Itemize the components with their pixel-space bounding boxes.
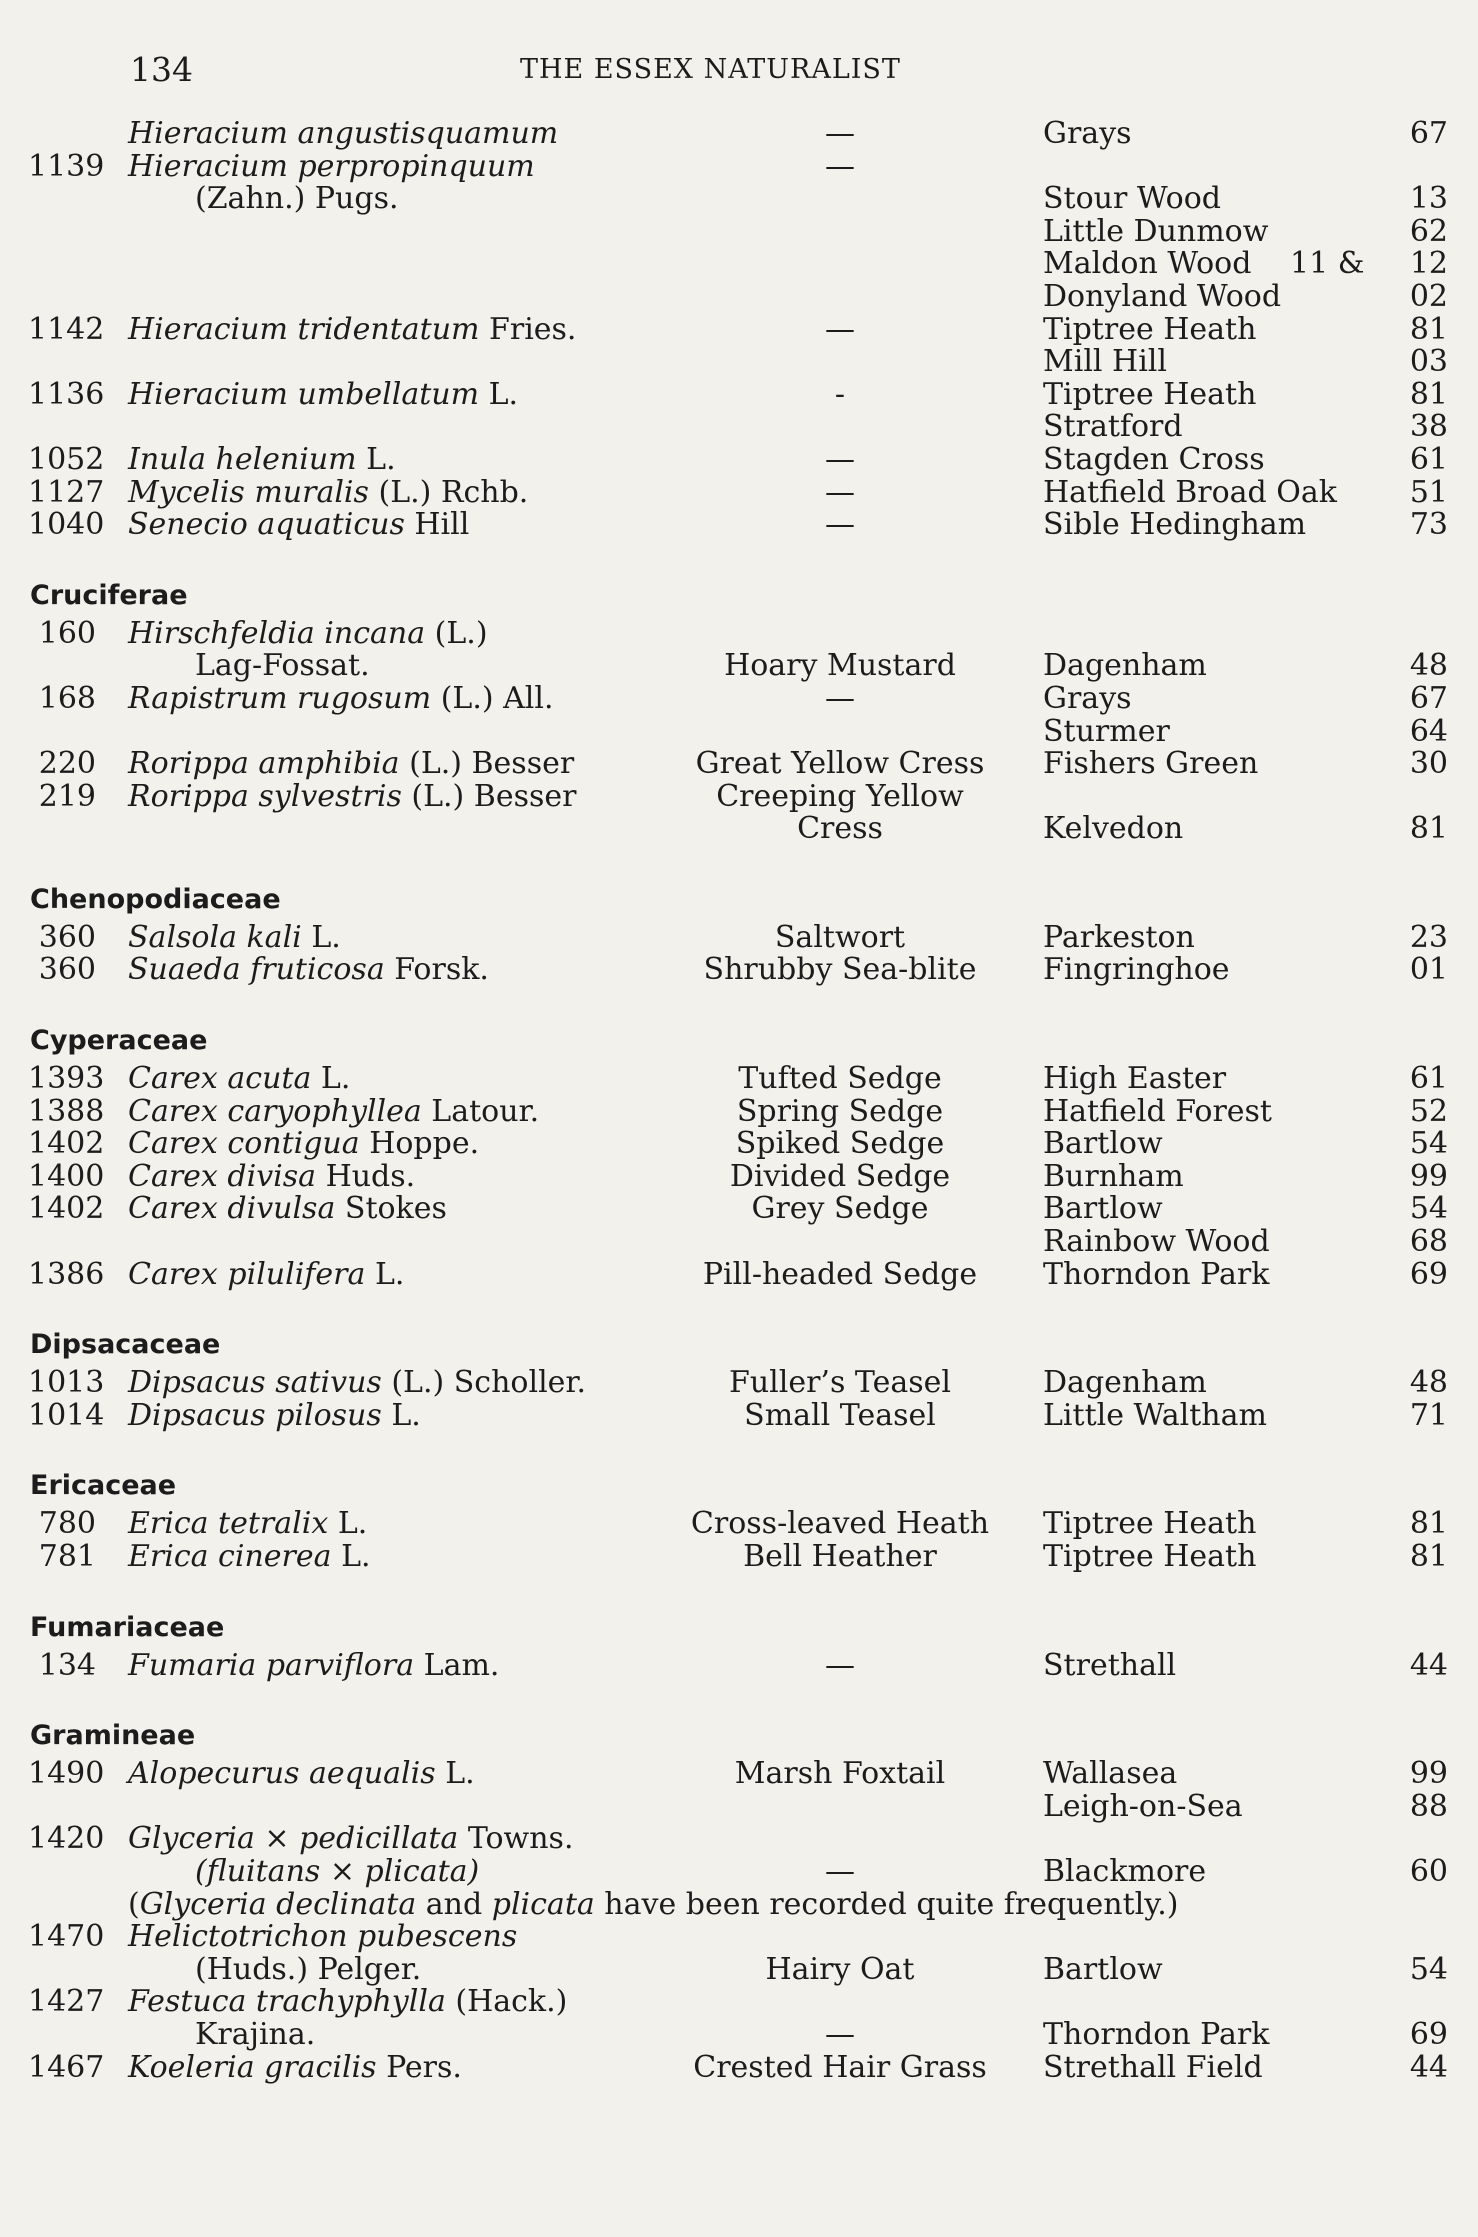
common-name: Tufted Sedge: [738, 1061, 942, 1097]
grid-square: 54: [1409, 1191, 1448, 1227]
species-name: [128, 2049, 462, 2085]
species-authority: Fries.: [489, 311, 577, 347]
locality: Grays: [1043, 680, 1132, 716]
table-row: [0, 813, 1478, 846]
table-row: [0, 778, 1478, 814]
species-name: [128, 1758, 475, 1791]
table-row: [0, 1823, 1478, 1856]
locality: Thorndon Park: [1043, 1256, 1270, 1292]
common-name: —: [825, 2016, 855, 2052]
record-number: 360: [38, 919, 96, 955]
common-name: —: [825, 474, 855, 510]
table-row: [0, 1921, 1478, 1954]
species-authority: (L.): [434, 615, 488, 651]
record-number: 220: [38, 746, 96, 782]
species-authority: Lag-Fossat.: [195, 648, 370, 684]
table-row: [0, 919, 1478, 955]
common-name: Cress: [797, 811, 883, 847]
species-authority: L.: [320, 1061, 351, 1097]
species-name: [128, 748, 574, 781]
table-row: [0, 1986, 1478, 2019]
species-authority: (L.) Scholler.: [391, 1365, 587, 1401]
table-row: [0, 1158, 1478, 1194]
locality: Fishers Green: [1043, 746, 1259, 782]
species-binomial: Fumaria parviflora: [128, 1647, 415, 1683]
grid-square: 03: [1409, 344, 1448, 380]
locality: Bartlow: [1043, 1191, 1163, 1227]
record-number: 219: [38, 778, 96, 814]
record-number: 1402: [28, 1191, 105, 1227]
record-number: 1402: [28, 1126, 105, 1162]
table-row: [0, 411, 1478, 444]
species-name: [195, 1853, 480, 1889]
family-name: Dipsacaceae: [30, 1329, 221, 1361]
species-list: [0, 118, 1478, 2084]
table-row: [0, 713, 1478, 749]
species-binomial: Koeleria gracilis: [128, 2049, 377, 2085]
locality: Grays: [1043, 116, 1132, 151]
family-name: Chenopodiaceae: [30, 883, 281, 915]
common-name: —: [825, 1853, 855, 1889]
record-number: 781: [38, 1539, 96, 1574]
grid-square: 61: [1409, 441, 1448, 477]
note-italic: plicata: [491, 1886, 595, 1922]
species-name: [195, 650, 370, 683]
record-number: 1400: [28, 1158, 105, 1194]
species-name: [128, 1823, 574, 1856]
common-name: Creeping Yellow: [716, 778, 964, 814]
family-heading-row: [0, 846, 1478, 922]
common-name: Pill-headed Sedge: [702, 1256, 978, 1292]
common-name: Shrubby Sea-blite: [703, 952, 977, 988]
locality: Leigh-on-Sea: [1043, 1788, 1243, 1824]
locality: Little Dunmow: [1043, 213, 1269, 249]
locality: Tiptree Heath: [1043, 1539, 1257, 1574]
family-heading-row: [0, 1682, 1478, 1758]
species-authority: L.: [488, 376, 519, 412]
common-name: Spiked Sedge: [735, 1126, 945, 1162]
common-name: Fuller’s Teasel: [729, 1365, 951, 1401]
record-number: 1386: [28, 1256, 105, 1292]
species-binomial: Glyceria × pedicillata: [128, 1821, 459, 1857]
species-name: [128, 1647, 500, 1683]
family-heading-row: [0, 542, 1478, 618]
locality: Mill Hill: [1043, 344, 1167, 380]
grid-square: 73: [1409, 507, 1448, 543]
table-row: [0, 1647, 1478, 1683]
record-number: 160: [38, 615, 96, 651]
record-number: 1052: [28, 441, 105, 477]
species-name: [128, 778, 577, 814]
record-number: 1136: [28, 376, 105, 412]
locality: Tiptree Heath: [1043, 376, 1257, 412]
family-name: Fumariaceae: [30, 1611, 225, 1643]
family-name: Cyperaceae: [30, 1025, 208, 1057]
locality: Sturmer: [1043, 713, 1170, 749]
species-authority: L.: [337, 1506, 368, 1542]
species-binomial: Hieracium tridentatum: [128, 311, 480, 347]
grid-square: 52: [1409, 1093, 1448, 1129]
species-name: [128, 615, 488, 651]
table-row: [0, 1541, 1478, 1574]
species-authority: L.: [445, 1756, 475, 1792]
species-name: [128, 1193, 447, 1226]
species-name: [128, 376, 519, 412]
species-authority: Krajina.: [195, 2016, 316, 2052]
record-number: 1040: [28, 507, 105, 543]
grid-square: 64: [1409, 713, 1448, 749]
species-binomial: Erica cinerea: [128, 1539, 332, 1574]
species-binomial: Dipsacus sativus: [128, 1365, 382, 1401]
table-row: [0, 509, 1478, 542]
grid-square: 67: [1409, 680, 1448, 716]
grid-square: 88: [1409, 1788, 1448, 1824]
note-text: (Glyceria declinata and plicata have been recorded quite frequently.): [128, 1886, 1179, 1922]
grid-square: 69: [1409, 2016, 1448, 2052]
species-binomial: Salsola kali: [128, 919, 302, 955]
species-name: [128, 1128, 479, 1161]
species-binomial: Carex divulsa: [128, 1191, 336, 1227]
common-name: Crested Hair Grass: [693, 2049, 987, 2085]
locality: Tiptree Heath: [1043, 1506, 1257, 1542]
locality: Strethall: [1043, 1647, 1177, 1683]
record-number: 1467: [28, 2049, 105, 2085]
record-number: 1393: [28, 1061, 105, 1097]
common-name: Small Teasel: [744, 1397, 936, 1433]
species-name: [195, 2016, 316, 2052]
locality: High Easter: [1043, 1061, 1227, 1097]
species-binomial: Carex contigua: [128, 1126, 360, 1162]
species-binomial: Inula helenium: [128, 441, 357, 477]
species-name: [128, 1256, 405, 1292]
species-binomial: Suaeda fruticosa: [128, 952, 385, 988]
species-binomial: Rorippa amphibia: [128, 746, 400, 782]
table-row: [0, 650, 1478, 683]
grid-square: 23: [1409, 919, 1448, 955]
table-row: [0, 748, 1478, 781]
locality: Dagenham: [1043, 1365, 1207, 1401]
species-name: [128, 474, 529, 510]
family-heading-row: [0, 1432, 1478, 1508]
species-authority: Stokes: [344, 1191, 447, 1227]
species-name: [128, 1921, 517, 1954]
common-name: Grey Sedge: [751, 1191, 929, 1227]
locality: Dagenham: [1043, 648, 1207, 684]
family-name: Gramineae: [30, 1720, 196, 1752]
family-name: Ericaceae: [30, 1470, 177, 1502]
family-name: Cruciferae: [30, 579, 188, 611]
species-authority: Lam.: [423, 1647, 500, 1683]
locality: Parkeston: [1043, 919, 1195, 955]
species-authority: Pers.: [386, 2049, 462, 2085]
species-authority: Huds.: [325, 1158, 416, 1194]
species-binomial: (fluitans × plicata): [195, 1853, 480, 1889]
species-binomial: Rorippa sylvestris: [128, 778, 402, 814]
record-number: 1470: [28, 1919, 105, 1955]
species-authority: (L.) All.: [440, 680, 554, 716]
record-number: 1490: [28, 1756, 105, 1792]
locality: Little Waltham: [1043, 1397, 1267, 1433]
grid-square: 54: [1409, 1126, 1448, 1162]
grid-square: 61: [1409, 1061, 1448, 1097]
common-name: Bell Heather: [743, 1539, 937, 1574]
species-authority: Latour.: [431, 1093, 540, 1129]
common-name: —: [825, 148, 855, 184]
species-binomial: Dipsacus pilosus: [128, 1397, 382, 1433]
species-binomial: Carex divisa: [128, 1158, 317, 1194]
species-name: [128, 1986, 567, 2019]
table-row: [0, 148, 1478, 184]
table-row: [0, 2016, 1478, 2052]
table-row: [0, 1093, 1478, 1129]
grid-square: 81: [1409, 811, 1448, 847]
table-row: [0, 1951, 1478, 1987]
record-number: 1014: [28, 1397, 105, 1433]
species-name: [128, 118, 558, 151]
species-authority: Hoppe.: [369, 1126, 480, 1162]
species-binomial: Helictotrichon pubescens: [128, 1919, 518, 1955]
table-row: [0, 118, 1478, 151]
note-italic: Glyceria declinata: [139, 1886, 417, 1922]
table-row: [0, 1256, 1478, 1292]
table-row: [0, 1193, 1478, 1226]
table-row: [0, 1226, 1478, 1259]
grid-square: 99: [1409, 1756, 1448, 1792]
common-name: Saltwort: [774, 919, 906, 955]
common-name: —: [825, 680, 855, 716]
species-name: [128, 1541, 371, 1574]
species-authority: L.: [366, 441, 396, 477]
table-row: [0, 1788, 1478, 1824]
species-binomial: Mycelis muralis: [128, 474, 369, 510]
species-authority: Forsk.: [394, 952, 489, 988]
common-name: Hoary Mustard: [724, 648, 956, 684]
locality: Fingringhoe: [1043, 952, 1230, 988]
species-binomial: Senecio aquaticus: [128, 507, 405, 543]
species-name: [128, 1063, 350, 1096]
species-authority: (Hack.): [455, 1984, 568, 2020]
table-row: [0, 441, 1478, 477]
record-number: 780: [38, 1506, 96, 1542]
species-binomial: Erica tetralix: [128, 1506, 329, 1542]
note-row: [0, 1886, 1478, 1922]
grid-square: 44: [1409, 2049, 1448, 2085]
record-number: 1420: [28, 1821, 105, 1857]
table-row: [0, 615, 1478, 651]
table-row: [0, 1367, 1478, 1400]
common-name: Divided Sedge: [729, 1158, 951, 1194]
species-authority: (L.) Rchb.: [378, 474, 529, 510]
species-name: [128, 1158, 416, 1194]
grid-square: 44: [1409, 1647, 1448, 1683]
page-header: [130, 50, 1440, 90]
species-binomial: Rapistrum rugosum: [128, 680, 432, 716]
record-number: 1427: [28, 1984, 105, 2020]
grid-square: 81: [1409, 311, 1448, 347]
locality: Strethall Field: [1043, 2049, 1263, 2085]
family-heading-row: [0, 1574, 1478, 1650]
grid-square: 38: [1409, 409, 1448, 445]
species-name: [128, 680, 554, 716]
table-row: [0, 1063, 1478, 1096]
common-name: —: [825, 1647, 855, 1683]
species-authority: (L.) Besser: [411, 778, 577, 814]
grid-square: 62: [1409, 213, 1448, 249]
locality: Rainbow Wood: [1043, 1224, 1270, 1260]
locality: Sible Hedingham: [1043, 507, 1307, 543]
grid-square: 12: [1409, 246, 1448, 282]
species-name: [195, 1951, 422, 1987]
species-binomial: Alopecurus aequalis: [128, 1756, 436, 1792]
species-name: [128, 954, 489, 987]
species-authority: L.: [374, 1256, 405, 1292]
species-binomial: Carex pilulifera: [128, 1256, 366, 1292]
species-authority: (Huds.) Pelger.: [195, 1951, 422, 1987]
table-row: [0, 954, 1478, 987]
locality: Bartlow: [1043, 1951, 1163, 1987]
record-number: 1139: [28, 148, 105, 184]
record-number: 1142: [28, 311, 105, 347]
locality: Thorndon Park: [1043, 2016, 1270, 2052]
locality: Stour Wood: [1043, 181, 1221, 217]
grid-square: 81: [1409, 1539, 1448, 1574]
table-row: [0, 248, 1478, 281]
grid-square: 02: [1409, 278, 1448, 314]
grid-square: 68: [1409, 1224, 1448, 1260]
locality: Stratford: [1043, 409, 1183, 445]
species-name: [128, 441, 396, 477]
grid-square: 81: [1409, 1506, 1448, 1542]
running-title: THE ESSEX NATURALIST: [520, 54, 901, 85]
species-name: [128, 1093, 540, 1129]
common-name: Hairy Oat: [765, 1951, 915, 1987]
locality: Wallasea: [1043, 1756, 1178, 1792]
record-number: 134: [38, 1647, 96, 1683]
species-binomial: Festuca trachyphylla: [128, 1984, 446, 2020]
common-name: Great Yellow Cress: [695, 746, 985, 782]
table-row: [0, 1853, 1478, 1889]
species-authority: Hill: [414, 507, 470, 543]
species-binomial: Hieracium umbellatum: [128, 376, 480, 412]
locality: Blackmore: [1043, 1853, 1207, 1889]
record-number: 1013: [28, 1365, 105, 1401]
record-number: 360: [38, 952, 96, 988]
species-name: [128, 311, 577, 347]
species-name: [128, 1508, 367, 1541]
locality: Stagden Cross: [1043, 441, 1265, 477]
species-name: [128, 509, 469, 542]
table-row: [0, 213, 1478, 249]
grid-square: 60: [1409, 1853, 1448, 1889]
common-name: —: [825, 441, 855, 477]
grid-square: 01: [1409, 952, 1448, 988]
record-number: 1127: [28, 474, 105, 510]
locality: Hatfield Broad Oak: [1043, 474, 1337, 510]
table-row: [0, 1508, 1478, 1541]
species-binomial: Carex caryophyllea: [128, 1093, 422, 1129]
table-row: [0, 1128, 1478, 1161]
grid-square: 67: [1409, 116, 1448, 151]
grid-square: 54: [1409, 1951, 1448, 1987]
grid-square: 13: [1409, 181, 1448, 217]
species-name: [128, 919, 341, 955]
common-name: Cross-leaved Heath: [690, 1506, 990, 1542]
species-binomial: Hieracium angustisquamum: [128, 116, 559, 151]
species-binomial: Hirschfeldia incana: [128, 615, 426, 651]
species-binomial: Hieracium perpropinquum: [128, 148, 535, 184]
locality: Bartlow: [1043, 1126, 1163, 1162]
species-authority: (L.) Besser: [409, 746, 575, 782]
species-name: [128, 148, 535, 184]
grid-square: 81: [1409, 376, 1448, 412]
species-authority: L.: [341, 1539, 371, 1574]
species-name: [195, 183, 399, 216]
grid-square-extra: 11 &: [1290, 246, 1365, 282]
common-name: —: [825, 507, 855, 543]
common-name: —: [825, 311, 855, 347]
table-row: [0, 346, 1478, 379]
species-name: [128, 1367, 586, 1400]
grid-square: 99: [1409, 1158, 1448, 1194]
table-row: [0, 376, 1478, 412]
family-heading-row: [0, 987, 1478, 1063]
species-authority: (Zahn.) Pugs.: [195, 181, 399, 217]
common-name: Spring Sedge: [736, 1093, 944, 1129]
table-row: [0, 680, 1478, 716]
common-name: -: [834, 376, 846, 412]
species-binomial: Carex acuta: [128, 1061, 312, 1097]
common-name: Marsh Foxtail: [734, 1756, 946, 1792]
table-row: [0, 311, 1478, 347]
grid-square: 30: [1409, 746, 1448, 782]
grid-square: 48: [1409, 648, 1448, 684]
grid-square: 51: [1409, 474, 1448, 510]
table-row: [0, 183, 1478, 216]
species-authority: L.: [311, 919, 341, 955]
grid-square: 48: [1409, 1365, 1448, 1401]
table-row: [0, 474, 1478, 510]
common-name: —: [825, 116, 855, 151]
locality: Burnham: [1043, 1158, 1184, 1194]
record-number: 1388: [28, 1093, 105, 1129]
table-row: [0, 278, 1478, 314]
species-authority: L.: [391, 1397, 421, 1433]
grid-square: 69: [1409, 1256, 1448, 1292]
family-heading-row: [0, 1291, 1478, 1367]
locality: Hatfield Forest: [1043, 1093, 1272, 1129]
page-number: 134: [130, 50, 193, 89]
locality: Donyland Wood: [1043, 278, 1282, 314]
locality: Kelvedon: [1043, 811, 1184, 847]
species-name: [128, 1397, 421, 1433]
table-row: [0, 2049, 1478, 2085]
record-number: 168: [38, 680, 96, 716]
locality: Tiptree Heath: [1043, 311, 1257, 347]
table-row: [0, 1758, 1478, 1791]
table-row: [0, 1397, 1478, 1433]
locality: Maldon Wood: [1043, 246, 1252, 282]
grid-square: 71: [1409, 1397, 1448, 1433]
species-authority: Towns.: [467, 1821, 574, 1857]
